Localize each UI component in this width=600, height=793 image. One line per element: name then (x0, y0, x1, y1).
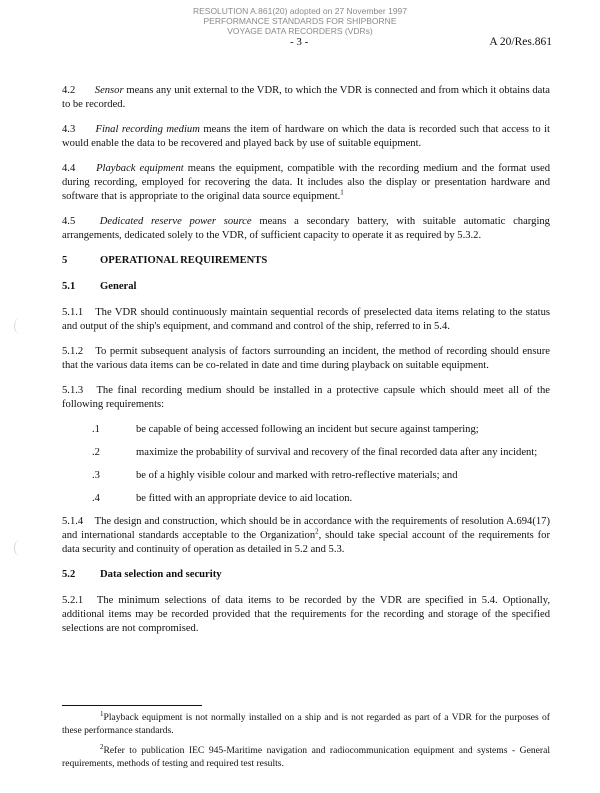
defined-term: Sensor (94, 85, 124, 96)
section-title: Data selection and security (100, 569, 222, 580)
definition-4-3 (62, 123, 550, 151)
scan-artifact (14, 318, 25, 334)
defined-term: Dedicated reserve power source (99, 216, 252, 227)
list-item-number: .4 (92, 493, 100, 504)
definition-text: means the equipment, compatible with the recording medium and the format used during recording, employed for recovering the data. It includes also the display or presentation hardware and software that is appropriate to the original data source equipment. (62, 163, 550, 202)
paragraph-text: To permit subsequent analysis of factors surrounding an incident, the method of recording should ensure that the various data items can be co-related in date and time during playback on suitable equipment. (62, 346, 550, 371)
footnote-text: Refer to publication IEC 945-Maritime navigation and radiocommunication equipment and systems - General requirements, methods of testing and required test results. (62, 745, 550, 769)
list-item (62, 423, 550, 437)
list-item-text: maximize the probability of survival and recovery of the final recorded data after any incident; (136, 447, 538, 458)
section-5-heading (62, 254, 550, 268)
paragraph-number: 5.1.1 (62, 307, 84, 318)
resolution-reference: A 20/Res.861 (489, 36, 552, 48)
definition-text: means a secondary battery, with suitable automatic charging arrangements, dedicated solely to the VDR, of sufficient capacity to operate it as required by 5.3.2. (62, 216, 550, 241)
paragraph-number: 5.1.3 (62, 385, 84, 396)
paragraph-5-1-1 (62, 306, 550, 334)
paragraph-text: The minimum selections of data items to be recorded by the VDR are specified in 5.4. Optionally, additional items may be recorded provided that the requirements for the recording and storage of the specified selections are not compromised. (62, 595, 550, 634)
definition-4-5 (62, 215, 550, 243)
definition-text: means the item of hardware on which the data is recorded such that access to it would enable the data to be recovered and played back by use of suitable equipment. (62, 124, 550, 149)
section-number: 5.2 (62, 569, 76, 580)
paragraph-5-1-2 (62, 345, 550, 373)
paragraph-text: The design and construction, which should be in accordance with the requirements of resolution A.694(17) and international standards acceptable to the Organization (62, 516, 550, 541)
list-item-text: be capable of being accessed following an incident but secure against tampering; (136, 424, 479, 435)
scan-artifact (14, 540, 25, 556)
footnote (62, 709, 550, 737)
section-number: 5 (62, 255, 68, 266)
section-title: OPERATIONAL REQUIREMENTS (100, 255, 268, 266)
footnote-text: Playback equipment is not normally installed on a ship and is not regarded as part of a VDR for the purposes of these performance standards. (62, 712, 550, 736)
page-body (62, 84, 550, 647)
watermark-line: PERFORMANCE STANDARDS FOR SHIPBORNE (203, 16, 397, 26)
paragraph-number: 5.1.4 (62, 516, 84, 527)
page-number: - 3 - (290, 36, 309, 48)
paragraph-5-1-4 (62, 515, 550, 557)
definition-text: means any unit external to the VDR, to which the VDR is connected and from which it obtains data to be recorded. (62, 85, 550, 110)
footnote (62, 742, 550, 770)
list-item (62, 446, 550, 460)
defined-term: Playback equipment (96, 163, 184, 174)
section-title: General (100, 281, 137, 292)
paragraph-number: 5.1.2 (62, 346, 84, 357)
list-item-number: .2 (92, 447, 100, 458)
watermark (0, 6, 600, 36)
paragraph-number: 4.3 (62, 124, 76, 135)
paragraph-number: 4.2 (62, 85, 76, 96)
paragraph-text: , should take special account of the requirements for data security and continuity of operation as detailed in 5.2 and 5.3. (62, 530, 550, 555)
list-item (62, 469, 550, 483)
paragraph-5-1-3 (62, 384, 550, 412)
section-5-1-heading (62, 280, 550, 294)
list-item (62, 492, 550, 506)
paragraph-text: The VDR should continuously maintain sequential records of preselected data items relating to the status and output of the ship's equipment, and command and control of the ship, referred to in 5.4. (62, 307, 550, 332)
footnote-divider (62, 705, 202, 706)
requirements-list (62, 423, 550, 506)
paragraph-number: 5.2.1 (62, 595, 84, 606)
section-5-2-heading (62, 568, 550, 582)
list-item-number: .1 (92, 424, 100, 435)
paragraph-number: 4.5 (62, 216, 76, 227)
footnote-mark: 2 (100, 742, 104, 751)
footnote-mark: 1 (100, 709, 104, 718)
defined-term: Final recording medium (95, 124, 200, 135)
footnote-ref: 2 (315, 527, 319, 536)
footnotes (62, 705, 550, 778)
definition-4-2 (62, 84, 550, 112)
watermark-line: VOYAGE DATA RECORDERS (VDRs) (227, 26, 373, 36)
paragraph-number: 4.4 (62, 163, 76, 174)
footnote-ref: 1 (340, 188, 344, 197)
paragraph-5-2-1 (62, 594, 550, 636)
watermark-line: RESOLUTION A.861(20) adopted on 27 November 1997 (192, 6, 408, 16)
paragraph-text: The final recording medium should be installed in a protective capsule which should meet all of the following requirements: (62, 385, 550, 410)
definition-4-4 (62, 162, 550, 204)
section-number: 5.1 (62, 281, 76, 292)
list-item-text: be fitted with an appropriate device to aid location. (136, 493, 353, 504)
list-item-number: .3 (92, 470, 100, 481)
list-item-text: be of a highly visible colour and marked with retro-reflective materials; and (136, 470, 458, 481)
